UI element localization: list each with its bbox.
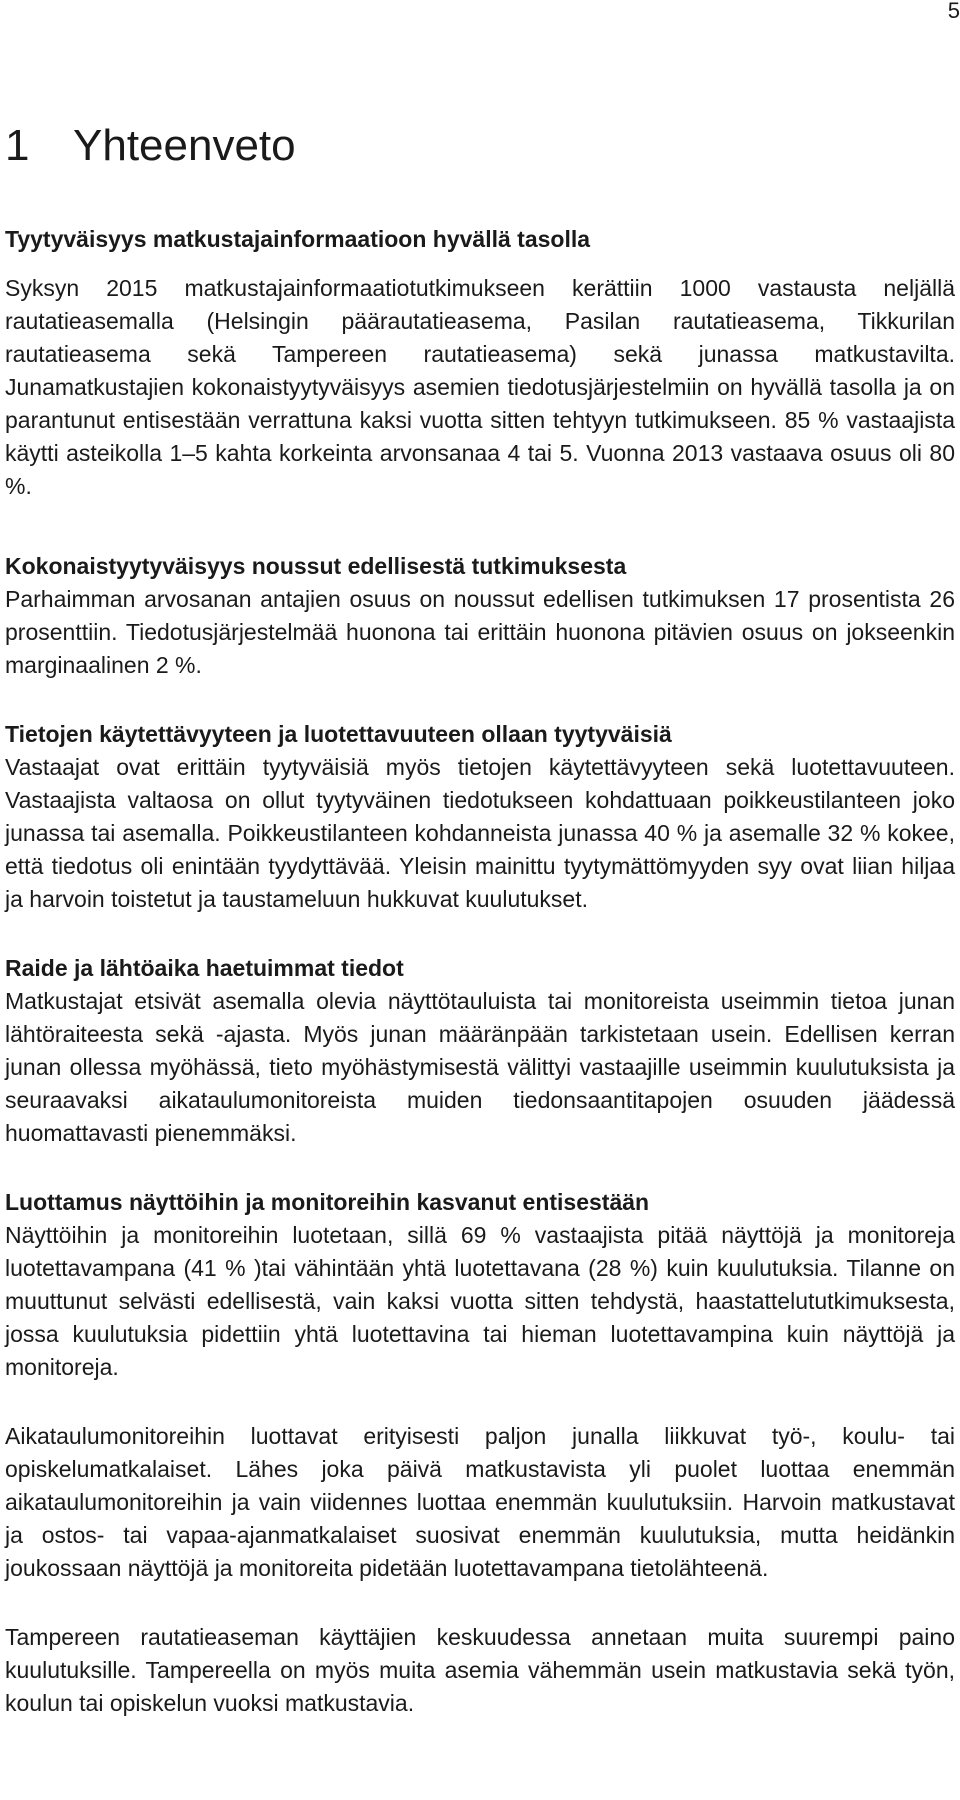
section-track-departure [5, 952, 955, 1150]
section-heading: Tietojen käytettävyyteen ja luotettavuuteen ollaan tyytyväisiä [5, 721, 672, 747]
section-heading: Kokonaistyytyväisyys noussut edellisestä tutkimuksesta [5, 553, 627, 579]
section-monitor-users [5, 1420, 955, 1585]
section-paragraph: Parhaimman arvosanan antajien osuus on noussut edellisen tutkimuksen 17 prosentista 26 prosenttiin. Tiedotusjärjestelmää huonona tai erittäin huonona pitävien osuus on jokseenkin marginaalinen 2 %. [5, 586, 955, 678]
page-title [5, 120, 296, 172]
body-paragraph: Tampereen rautatieaseman käyttäjien keskuudessa annetaan muita suurempi paino kuulutuksille. Tampereella on myös muita asemia vähemmän usein matkustavia sekä työn, koulun tai opiskelun vuoksi matkustavia. [5, 1624, 955, 1716]
section-tampere [5, 1621, 955, 1720]
section-heading: Luottamus näyttöihin ja monitoreihin kasvanut entisestään [5, 1189, 650, 1215]
section-heading: Raide ja lähtöaika haetuimmat tiedot [5, 955, 404, 981]
section-trust-displays [5, 1186, 955, 1384]
section-satisfaction-level [5, 223, 955, 503]
section-overall-satisfaction [5, 550, 955, 682]
section-usability-reliability [5, 718, 955, 916]
body-paragraph: Aikataulumonitoreihin luottavat erityisesti paljon junalla liikkuvat työ-, koulu- tai opiskelumatkalaiset. Lähes joka päivä matkustavista yli puolet luottaa enemmän aikataulumonitoreihin ja vain viidennes luottaa enemmän kuulutuksiin. Harvoin matkustavat ja ostos- tai vapaa-ajanmatkalaiset suosivat enemmän kuulutuksia, mutta heidänkin joukossaan näyttöjä ja monitoreita pidetään luotettavampana tietolähteenä. [5, 1423, 955, 1581]
section-paragraph: Näyttöihin ja monitoreihin luotetaan, sillä 69 % vastaajista pitää näyttöjä ja monitoreja luotettavampana (41 % )tai vähintään yhtä luotettavana (28 %) kuin kuulutuksia. Tilanne on muuttunut selvästi edellisestä, vain kaksi vuotta sitten tehdystä, haastattelututkimuksesta, jossa kuulutuksia pidettiin yhtä luotettavina tai hieman luotettavampina kuin näyttöjä ja monitoreja. [5, 1222, 955, 1380]
section-paragraph: Syksyn 2015 matkustajainformaatiotutkimukseen kerättiin 1000 vastausta neljällä rautatieasemalla (Helsingin päärautatieasema, Pasilan rautatieasema, Tikkurilan rautatieasema sekä Tampereen rautatieasema) sekä junassa matkustavilta. Junamatkustajien kokonaistyytyväisyys asemien tiedotusjärjestelmiin on hyvällä tasolla ja on parantunut entisestään verrattuna kaksi vuotta sitten tehtyyn tutkimukseen. 85 % vastaajista käytti asteikolla 1–5 kahta korkeinta arvonsanaa 4 tai 5. Vuonna 2013 vastaava osuus oli 80 %. [5, 275, 955, 499]
page-number: 5 [947, 0, 960, 23]
section-paragraph: Vastaajat ovat erittäin tyytyväisiä myös tietojen käytettävyyteen sekä luotettavuuteen. Vastaajista valtaosa on ollut tyytyväinen tiedotukseen kohdattuaan poikkeustilanteen joko junassa tai asemalla. Poikkeustilanteen kohdanneista junassa 40 % ja asemalle 32 % kokee, että tiedotus oli enintään tyydyttävää. Yleisin mainittu tyytymättömyyden syy ovat liian hiljaa ja harvoin toistetut ja taustameluun hukkuvat kuulutukset. [5, 754, 955, 912]
section-heading: Tyytyväisyys matkustajainformaatioon hyvällä tasolla [5, 226, 591, 252]
section-paragraph: Matkustajat etsivät asemalla olevia näyttötauluista tai monitoreista useimmin tietoa junan lähtöraiteesta sekä -ajasta. Myös junan määränpään tarkistetaan usein. Edellisen kerran junan ollessa myöhässä, tieto myöhästymisestä välittyi vastaajille useimmin kuulutuksista ja seuraavaksi aikataulumonitoreista muiden tiedonsaantitapojen osuuden jäädessä huomattavasti pienemmäksi. [5, 988, 955, 1146]
document-body [5, 223, 955, 1756]
chapter-number: 1 [5, 121, 30, 170]
chapter-title: Yhteenveto [73, 121, 296, 170]
